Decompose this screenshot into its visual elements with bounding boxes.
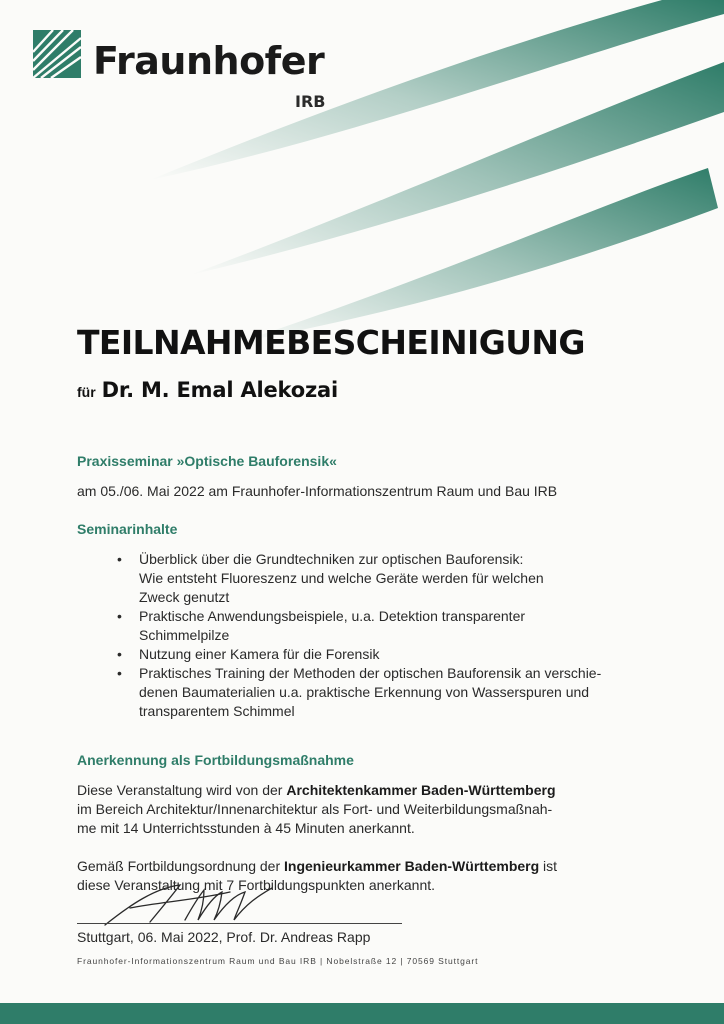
list-item xyxy=(117,550,647,607)
footer-address: Fraunhofer-Informationszentrum Raum und Bau IRB | Nobelstraße 12 | 70569 Stuttgart xyxy=(77,956,479,966)
certificate-title: TEILNAHMEBESCHEINIGUNG xyxy=(77,323,585,362)
seminar-date-line: am 05./06. Mai 2022 am Fraunhofer-Informationszentrum Raum und Bau IRB xyxy=(77,483,558,499)
list-item-line: Überblick über die Grundtechniken zur optischen Bauforensik: xyxy=(139,551,524,567)
recognition-heading: Anerkennung als Fortbildungsmaßnahme xyxy=(77,752,354,768)
recipient-name: Dr. M. Emal Alekozai xyxy=(101,378,338,402)
list-item-line: transparentem Schimmel xyxy=(139,703,295,719)
contents-list xyxy=(117,550,647,721)
logo-sub: IRB xyxy=(295,92,326,111)
text-run: Diese Veranstaltung wird von der xyxy=(77,782,287,798)
architect-chamber-name: Architektenkammer Baden-Württemberg xyxy=(286,782,556,798)
contents-heading: Seminarinhalte xyxy=(77,521,178,537)
list-item xyxy=(117,645,647,664)
text-run: diese Veranstaltung mit 7 Fortbildungspunkten anerkannt. xyxy=(77,877,436,893)
list-item-line: Praktisches Training der Methoden der optischen Bauforensik an verschie- xyxy=(139,665,602,681)
text-run: im Bereich Architektur/Innenarchitektur als Fort- und Weiterbildungsmaßnah- xyxy=(77,801,553,817)
list-item-line: Schimmelpilze xyxy=(139,627,230,643)
list-item-line: denen Baumaterialien u.a. praktische Erkennung von Wasserspuren und xyxy=(139,684,590,700)
bullet-icon: • xyxy=(117,608,122,624)
fraunhofer-logo-mark-icon xyxy=(33,30,81,78)
bullet-icon: • xyxy=(117,551,122,567)
list-item xyxy=(117,664,647,721)
seminar-heading: Praxisseminar »Optische Bauforensik« xyxy=(77,453,337,469)
bullet-icon: • xyxy=(117,665,122,681)
text-run: ist xyxy=(539,858,558,874)
logo-name: Fraunhofer xyxy=(93,39,325,83)
list-item-line: Wie entsteht Fluoreszenz und welche Geräte werden für welchen xyxy=(139,570,544,586)
recipient xyxy=(77,378,338,402)
text-run: Gemäß Fortbildungsordnung der xyxy=(77,858,284,874)
list-item-line: Nutzung einer Kamera für die Forensik xyxy=(139,646,380,662)
bottom-bar xyxy=(0,1003,724,1024)
recognition-paragraph-1 xyxy=(77,781,647,838)
recipient-prefix: für xyxy=(77,384,96,400)
signature-line xyxy=(77,923,402,924)
bullet-icon: • xyxy=(117,646,122,662)
text-run: me mit 14 Unterrichtsstunden à 45 Minuten anerkannt. xyxy=(77,820,415,836)
list-item-line: Zweck genutzt xyxy=(139,589,230,605)
list-item-line: Praktische Anwendungsbeispiele, u.a. Detektion transparenter xyxy=(139,608,526,624)
signature-caption: Stuttgart, 06. Mai 2022, Prof. Dr. Andreas Rapp xyxy=(77,929,371,945)
certificate-body xyxy=(77,452,647,895)
engineer-chamber-name: Ingenieurkammer Baden-Württemberg xyxy=(284,858,540,874)
list-item xyxy=(117,607,647,645)
